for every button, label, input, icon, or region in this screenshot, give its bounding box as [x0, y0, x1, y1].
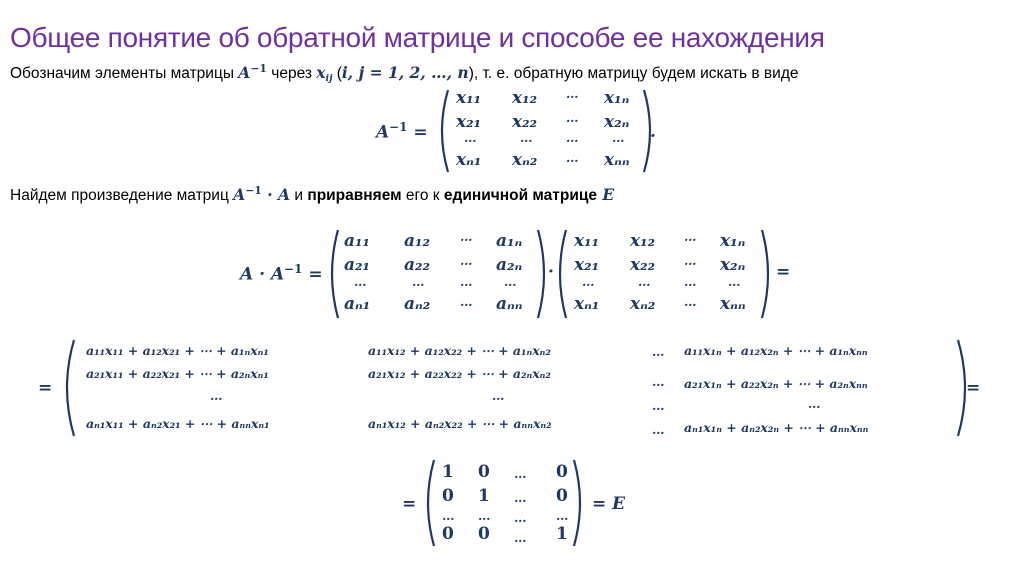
matrix-cell: aₙ₁ [344, 294, 371, 314]
matrix-cell: … [684, 253, 697, 268]
matrix-cell: … [460, 294, 473, 309]
matrix-cell: x₂₁ [574, 255, 600, 275]
matrix-cell: xₙ₂ [512, 150, 538, 170]
expanded-trail-equals: = [966, 378, 981, 398]
matrix-cell: a₂ₙ [496, 255, 523, 275]
matrix-cell: 0 [478, 524, 490, 544]
matrix-cell: … [504, 274, 517, 289]
product-bold-equate: приравняем [307, 186, 402, 204]
expanded-cell: aₙ₁x₁₁ + aₙ₂x₂₁ + ⋯ + aₙₙxₙ₁ [86, 416, 270, 431]
expanded-cell: a₁₁x₁ₙ + a₁₂x₂ₙ + ⋯ + a₁ₙxₙₙ [684, 343, 868, 358]
product-text-1: Найдем произведение матриц [10, 186, 234, 204]
matrix-cell: a₂₁ [344, 255, 370, 275]
matrix-cell: x₁₂ [630, 231, 656, 251]
matrix-cell: … [556, 508, 569, 523]
expanded-cell: … [652, 398, 665, 413]
matrix-cell: … [566, 110, 579, 125]
matrix-cell: xₙ₁ [574, 294, 600, 314]
expanded-cell: … [210, 388, 223, 403]
identity-lead-equals: = [402, 494, 417, 514]
intro-index-range: i, j = 1, 2, …, n [341, 62, 469, 82]
matrix-cell: x₂ₙ [604, 112, 630, 132]
product-text-2: и [290, 186, 308, 204]
matrix-cell: … [478, 508, 491, 523]
matrix-cell: x₁ₙ [720, 231, 746, 251]
product-expression: $A^{-1} \cdot A$ [233, 184, 291, 204]
slide-title: Общее понятие об обратной матрице и способе ее нахождения [10, 22, 825, 53]
intro-text-4: ), т. е. обратную матрицу будем искать в виде [468, 64, 799, 82]
expanded-cell: … [808, 396, 821, 411]
matrix-cell: x₁ₙ [604, 88, 630, 108]
matrix-cell: … [354, 274, 367, 289]
matrix-cell: … [684, 229, 697, 244]
matrix-cell: 0 [442, 486, 454, 506]
matrix-cell: x₁₂ [512, 88, 538, 108]
matrix-cell: … [460, 253, 473, 268]
expanded-cell: … [492, 388, 505, 403]
matrix-cell: … [514, 510, 527, 525]
matrix-cell: … [638, 274, 651, 289]
product-bold-identity: единичной матрице [443, 186, 598, 204]
intro-element: $x_{ij}$ [316, 62, 333, 84]
product-text-3: его к [401, 186, 444, 204]
product-lhs: $A \cdot A^{-1}$ = [240, 262, 323, 285]
matrix-cell: a₁₁ [344, 231, 370, 251]
matrix-cell: … [520, 130, 533, 145]
expanded-cell: … [652, 344, 665, 359]
expanded-cell: a₂₁x₁₁ + a₂₂x₂₁ + ⋯ + a₂ₙxₙ₁ [86, 366, 269, 381]
multiply-dot: · [548, 262, 554, 282]
equals-sign: = [776, 262, 791, 282]
expanded-cell: a₁₁x₁₁ + a₁₂x₂₁ + ⋯ + a₁ₙxₙ₁ [86, 343, 269, 358]
expanded-cell: … [652, 422, 665, 437]
matrix-cell: … [684, 294, 697, 309]
expanded-cell: a₂₁x₁ₙ + a₂₂x₂ₙ + ⋯ + a₂ₙxₙₙ [684, 376, 868, 391]
matrix-cell: x₁₁ [456, 88, 482, 108]
matrix-cell: … [514, 530, 527, 545]
inverse-lhs: $A^{-1}$ = [376, 120, 428, 143]
matrix-cell: aₙₙ [496, 294, 523, 314]
matrix-cell: x₁₁ [574, 231, 600, 251]
matrix-cell: … [566, 86, 579, 101]
matrix-cell: xₙ₂ [630, 294, 656, 314]
matrix-cell: … [464, 130, 477, 145]
matrix-cell: … [582, 274, 595, 289]
matrix-cell: … [442, 508, 455, 523]
matrix-cell: 1 [556, 524, 568, 544]
matrix-cell: xₙ₁ [456, 150, 482, 170]
matrix-cell: … [412, 274, 425, 289]
matrix-cell: 0 [478, 462, 490, 482]
matrix-cell: … [514, 490, 527, 505]
identity-rhs: = E [592, 494, 626, 514]
matrix-cell: 0 [556, 462, 568, 482]
matrix-cell: … [684, 274, 697, 289]
matrix-cell: 0 [442, 524, 454, 544]
expanded-lead-equals: = [38, 378, 53, 398]
matrix-cell: 0 [556, 486, 568, 506]
identity-symbol: E [597, 184, 615, 204]
matrix-cell: … [460, 229, 473, 244]
matrix-cell: a₁ₙ [496, 231, 523, 251]
matrix-cell: … [566, 130, 579, 145]
expanded-cell: aₙ₁x₁ₙ + aₙ₂x₂ₙ + ⋯ + aₙₙxₙₙ [684, 420, 869, 435]
matrix-cell: … [460, 274, 473, 289]
intro-text-2: через [266, 64, 317, 82]
expanded-cell: … [652, 374, 665, 389]
matrix-cell: aₙ₂ [404, 294, 431, 314]
matrix-cell: x₂ₙ [720, 255, 746, 275]
intro-text-3: ( [332, 64, 342, 82]
product-line [10, 184, 614, 205]
matrix-cell: … [514, 466, 527, 481]
matrix-cell: … [566, 150, 579, 165]
expanded-cell: aₙ₁x₁₂ + aₙ₂x₂₂ + ⋯ + aₙₙxₙ₂ [368, 416, 552, 431]
matrix-cell: xₙₙ [604, 150, 630, 170]
matrix-cell: x₂₂ [630, 255, 656, 275]
matrix-cell: a₂₂ [404, 255, 430, 275]
intro-line [10, 62, 798, 84]
matrix-cell: … [612, 130, 625, 145]
intro-matrix-name: $A^{-1}$ [238, 62, 267, 82]
expanded-cell: a₁₁x₁₂ + a₁₂x₂₂ + ⋯ + a₁ₙxₙ₂ [368, 343, 551, 358]
matrix-cell: x₂₁ [456, 112, 482, 132]
equation-period: . [650, 122, 656, 142]
matrix-cell: a₁₂ [404, 231, 430, 251]
matrix-cell: xₙₙ [720, 294, 746, 314]
intro-text-1: Обозначим элементы матрицы [10, 64, 239, 82]
expanded-cell: a₂₁x₁₂ + a₂₂x₂₂ + ⋯ + a₂ₙxₙ₂ [368, 366, 551, 381]
matrix-cell: 1 [478, 486, 490, 506]
matrix-cell: … [728, 274, 741, 289]
matrix-cell: x₂₂ [512, 112, 538, 132]
matrix-cell: 1 [442, 462, 454, 482]
